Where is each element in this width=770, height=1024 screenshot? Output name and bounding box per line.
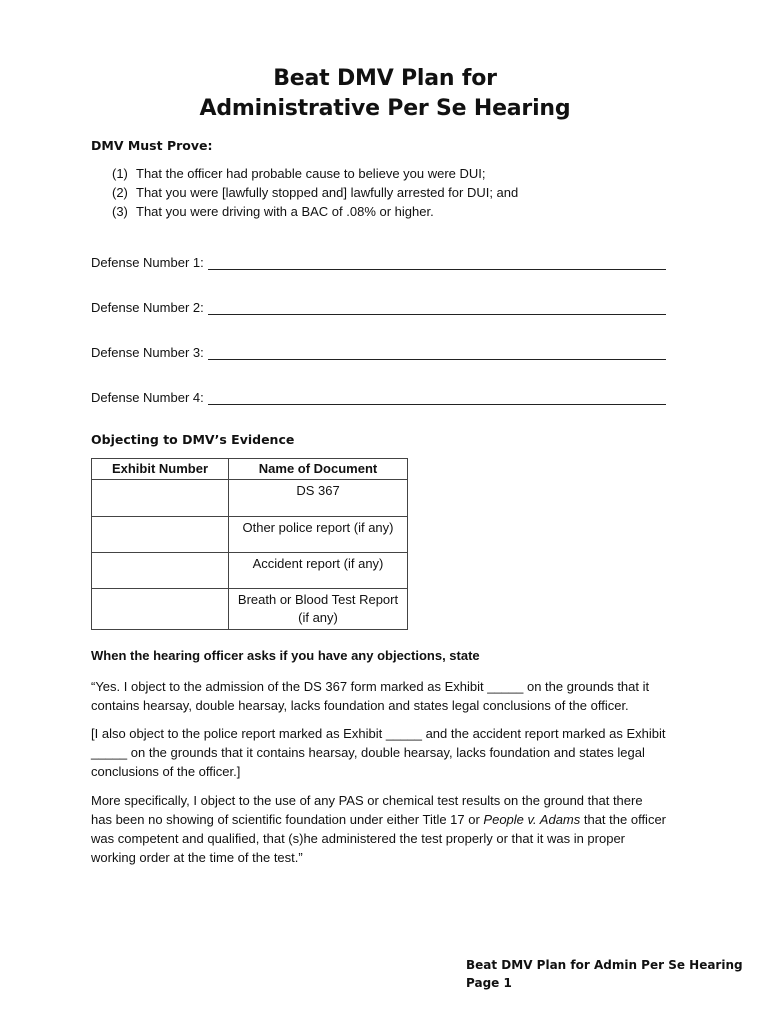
document-cell: Other police report (if any): [229, 517, 408, 553]
defense-field-3[interactable]: [91, 340, 666, 360]
case-name: People v. Adams: [483, 812, 581, 827]
defense-blank-line[interactable]: [208, 300, 666, 315]
statement-paragraph-1: “Yes. I object to the admission of the DS 367 form marked as Exhibit _____ on the grounds that it contains hearsay, double hearsay, lacks foundation and states legal conclusions of the officer.: [91, 679, 650, 713]
defense-label: Defense Number 2:: [91, 300, 204, 315]
defense-field-1[interactable]: [91, 250, 666, 270]
exhibit-cell[interactable]: [92, 517, 229, 553]
table-row: [92, 480, 408, 517]
defense-blank-line[interactable]: [208, 390, 666, 405]
defense-field-4[interactable]: [91, 385, 666, 405]
column-header-document: Name of Document: [229, 459, 408, 480]
document-title: [0, 64, 770, 124]
defense-label: Defense Number 4:: [91, 390, 204, 405]
document-cell: DS 367: [229, 480, 408, 517]
document-cell: [229, 589, 408, 630]
statement-paragraph-3: More specifically, I object to the use of any PAS or chemical test results on the ground that there has been no showing of scientific foundation under either Title 17 or People v. Adams that the officer was competent and qualified, that (s)he administered the test properly or that it was in proper working order at the time of the test.”: [91, 793, 667, 865]
defense-field-2[interactable]: [91, 295, 666, 315]
exhibit-cell[interactable]: [92, 553, 229, 589]
title-line-2: Administrative Per Se Hearing: [199, 96, 571, 121]
table-row: [92, 517, 408, 553]
defense-blank-line[interactable]: [208, 345, 666, 360]
document-line: (if any): [298, 610, 338, 625]
defense-label: Defense Number 3:: [91, 345, 204, 360]
table-row: [92, 553, 408, 589]
footer-title: Beat DMV Plan for Admin Per Se Hearing: [466, 958, 743, 972]
exhibit-cell[interactable]: [92, 480, 229, 517]
title-line-1: Beat DMV Plan for: [273, 66, 497, 91]
defense-blank-line[interactable]: [208, 255, 666, 270]
statement-paragraph-2: [I also object to the police report marked as Exhibit _____ and the accident report marked as Exhibit _____ on the grounds that it contains hearsay, double hearsay, lacks foundation and states legal conclusions of the officer.]: [91, 726, 666, 779]
statement-heading: When the hearing officer asks if you have any objections, state: [91, 648, 480, 663]
must-prove-list: [112, 164, 518, 221]
list-item: (2) That you were [lawfully stopped and] lawfully arrested for DUI; and: [112, 185, 519, 200]
document-cell: Accident report (if any): [229, 553, 408, 589]
page-footer: [466, 956, 743, 992]
page-number: Page 1: [466, 976, 512, 990]
table-row: [92, 589, 408, 630]
exhibit-cell[interactable]: [92, 589, 229, 630]
must-prove-heading: DMV Must Prove:: [91, 138, 213, 153]
table-header-row: [92, 459, 408, 480]
column-header-exhibit: Exhibit Number: [92, 459, 229, 480]
list-item: (1) That the officer had probable cause to believe you were DUI;: [112, 166, 486, 181]
list-item: (3) That you were driving with a BAC of .08% or higher.: [112, 204, 434, 219]
document-line: Breath or Blood Test Report: [237, 592, 399, 607]
exhibits-table: [91, 458, 408, 630]
defense-label: Defense Number 1:: [91, 255, 204, 270]
objecting-heading: Objecting to DMV’s Evidence: [91, 432, 295, 447]
